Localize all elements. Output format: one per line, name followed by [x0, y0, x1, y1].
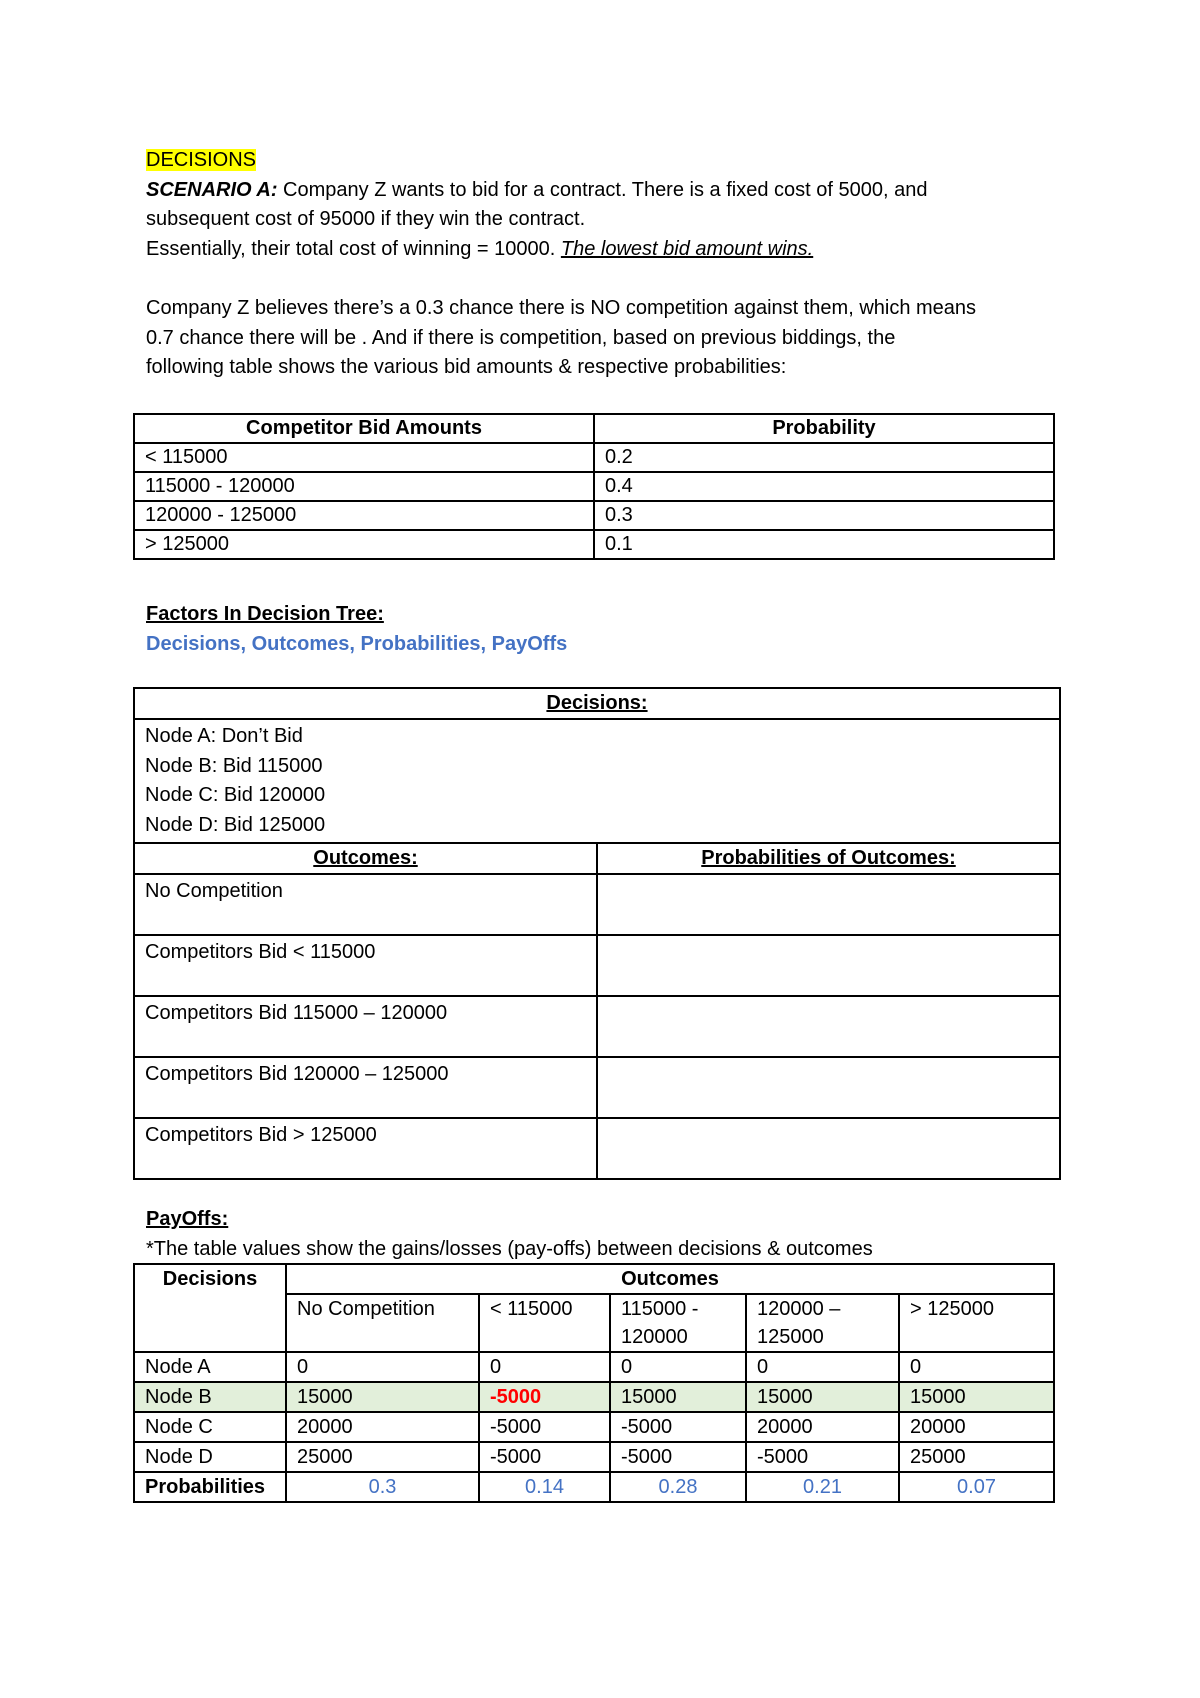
- row-label: Node B: [134, 1382, 286, 1412]
- table-cell: 120000 - 125000: [134, 501, 594, 530]
- probability-cell: 0.3: [286, 1472, 479, 1502]
- column-header: Competitor Bid Amounts: [134, 414, 594, 443]
- table-cell-highlighted: -5000: [479, 1382, 610, 1412]
- scenario-line-2: subsequent cost of 95000 if they win the contract.: [146, 208, 586, 230]
- table-row: [134, 1412, 1054, 1442]
- outcome-cell: Competitors Bid 120000 – 125000: [134, 1057, 597, 1118]
- table-cell: 115000 - 120000: [134, 472, 594, 501]
- payoffs-note: *The table values show the gains/losses (pay-offs) between decisions & outcomes: [146, 1237, 873, 1260]
- table-header-row: [134, 688, 1060, 719]
- table-cell: 0: [899, 1352, 1054, 1382]
- scenario-line-1: Company Z wants to bid for a contract. There is a fixed cost of 5000, and: [277, 178, 928, 201]
- table-cell: 0.1: [594, 530, 1054, 559]
- table-row: [134, 1057, 1060, 1118]
- table-cell: -5000: [610, 1412, 746, 1442]
- table-cell: 0: [610, 1352, 746, 1382]
- table-row: [134, 874, 1060, 935]
- factors-table: [133, 687, 1061, 1180]
- outcome-header: < 115000: [479, 1294, 610, 1352]
- row-label: Node A: [134, 1352, 286, 1382]
- table-header-row: [134, 414, 1054, 443]
- scenario-line-3: Essentially, their total cost of winning = 10000.: [146, 237, 561, 260]
- empty-cell: [597, 935, 1060, 996]
- decisions-header: Decisions:: [134, 688, 1060, 719]
- factors-title: Factors In Decision Tree:: [146, 603, 384, 625]
- column-header: Probability: [594, 414, 1054, 443]
- probability-cell: 0.28: [610, 1472, 746, 1502]
- table-cell: 15000: [899, 1382, 1054, 1412]
- outcome-header: No Competition: [286, 1294, 479, 1352]
- table-cell: 25000: [899, 1442, 1054, 1472]
- outcome-cell: Competitors Bid > 125000: [134, 1118, 597, 1179]
- probability-cell: 0.14: [479, 1472, 610, 1502]
- table-row: [134, 501, 1054, 530]
- table-cell: -5000: [479, 1442, 610, 1472]
- table-cell: < 115000: [134, 443, 594, 472]
- table-cell: 15000: [746, 1382, 899, 1412]
- table-row: [134, 472, 1054, 501]
- table-cell: 0: [746, 1352, 899, 1382]
- empty-cell: [597, 996, 1060, 1057]
- table-cell: 15000: [286, 1382, 479, 1412]
- belief-line-3: following table shows the various bid amounts & respective probabilities:: [146, 356, 787, 378]
- scenario-label: SCENARIO A:: [146, 178, 278, 201]
- outcome-header: > 125000: [899, 1294, 1054, 1352]
- table-cell: 20000: [899, 1412, 1054, 1442]
- row-label: Node D: [134, 1442, 286, 1472]
- table-cell: -5000: [610, 1442, 746, 1472]
- table-row: [134, 1442, 1054, 1472]
- outcomes-column-header: Outcomes: [286, 1264, 1054, 1294]
- belief-paragraph: [146, 294, 1086, 383]
- outcome-cell: No Competition: [134, 874, 597, 935]
- factors-list: Decisions, Outcomes, Probabilities, PayOffs: [146, 632, 568, 655]
- payoffs-title: PayOffs:: [146, 1208, 229, 1230]
- table-cell: > 125000: [134, 530, 594, 559]
- table-cell: 0.4: [594, 472, 1054, 501]
- table-row: [134, 1352, 1054, 1382]
- table-cell: -5000: [746, 1442, 899, 1472]
- empty-cell: [597, 874, 1060, 935]
- belief-line-2: 0.7 chance there will be . And if there is competition, based on previous biddings, the: [146, 326, 896, 349]
- decisions-column-header: Decisions: [134, 1264, 286, 1352]
- outcome-cell: Competitors Bid < 115000: [134, 935, 597, 996]
- probabilities-row: [134, 1472, 1054, 1502]
- table-cell: 20000: [746, 1412, 899, 1442]
- table-cell: 25000: [286, 1442, 479, 1472]
- payoffs-table: [133, 1263, 1055, 1503]
- scenario-rule: The lowest bid amount wins.: [560, 237, 814, 260]
- empty-cell: [597, 1118, 1060, 1179]
- outcome-cell: Competitors Bid 115000 – 120000: [134, 996, 597, 1057]
- table-cell: 15000: [610, 1382, 746, 1412]
- outcome-header: 115000 - 120000: [610, 1294, 746, 1352]
- page-heading: DECISIONS: [146, 149, 257, 171]
- row-label: Node C: [134, 1412, 286, 1442]
- competitor-bid-table: [133, 413, 1055, 560]
- table-row: [134, 530, 1054, 559]
- row-label: Probabilities: [134, 1472, 286, 1502]
- decision-item: Node D: Bid 125000: [145, 813, 326, 836]
- table-cell: -5000: [479, 1412, 610, 1442]
- table-header-row: [134, 843, 1060, 874]
- factors-section: [146, 600, 1086, 659]
- payoffs-section: [146, 1205, 1086, 1264]
- table-cell: 0: [479, 1352, 610, 1382]
- probabilities-header: Probabilities of Outcomes:: [597, 843, 1060, 874]
- table-row: [134, 1118, 1060, 1179]
- table-row: [134, 935, 1060, 996]
- empty-cell: [597, 1057, 1060, 1118]
- table-row-highlighted: [134, 1382, 1054, 1412]
- table-row: [134, 996, 1060, 1057]
- table-row: [134, 719, 1060, 843]
- table-header-row: [134, 1264, 1054, 1294]
- outcomes-header: Outcomes:: [134, 843, 597, 874]
- decision-item: Node B: Bid 115000: [145, 754, 323, 777]
- outcome-header: 120000 – 125000: [746, 1294, 899, 1352]
- scenario-paragraph: [146, 146, 1086, 264]
- table-cell: 0.3: [594, 501, 1054, 530]
- table-cell: 0: [286, 1352, 479, 1382]
- decisions-list: [134, 719, 1060, 843]
- probability-cell: 0.07: [899, 1472, 1054, 1502]
- decision-item: Node A: Don’t Bid: [145, 725, 303, 747]
- table-cell: 20000: [286, 1412, 479, 1442]
- table-cell: 0.2: [594, 443, 1054, 472]
- table-row: [134, 443, 1054, 472]
- belief-line-1: Company Z believes there’s a 0.3 chance there is NO competition against them, which means: [146, 297, 977, 319]
- decision-item: Node C: Bid 120000: [145, 784, 326, 806]
- probability-cell: 0.21: [746, 1472, 899, 1502]
